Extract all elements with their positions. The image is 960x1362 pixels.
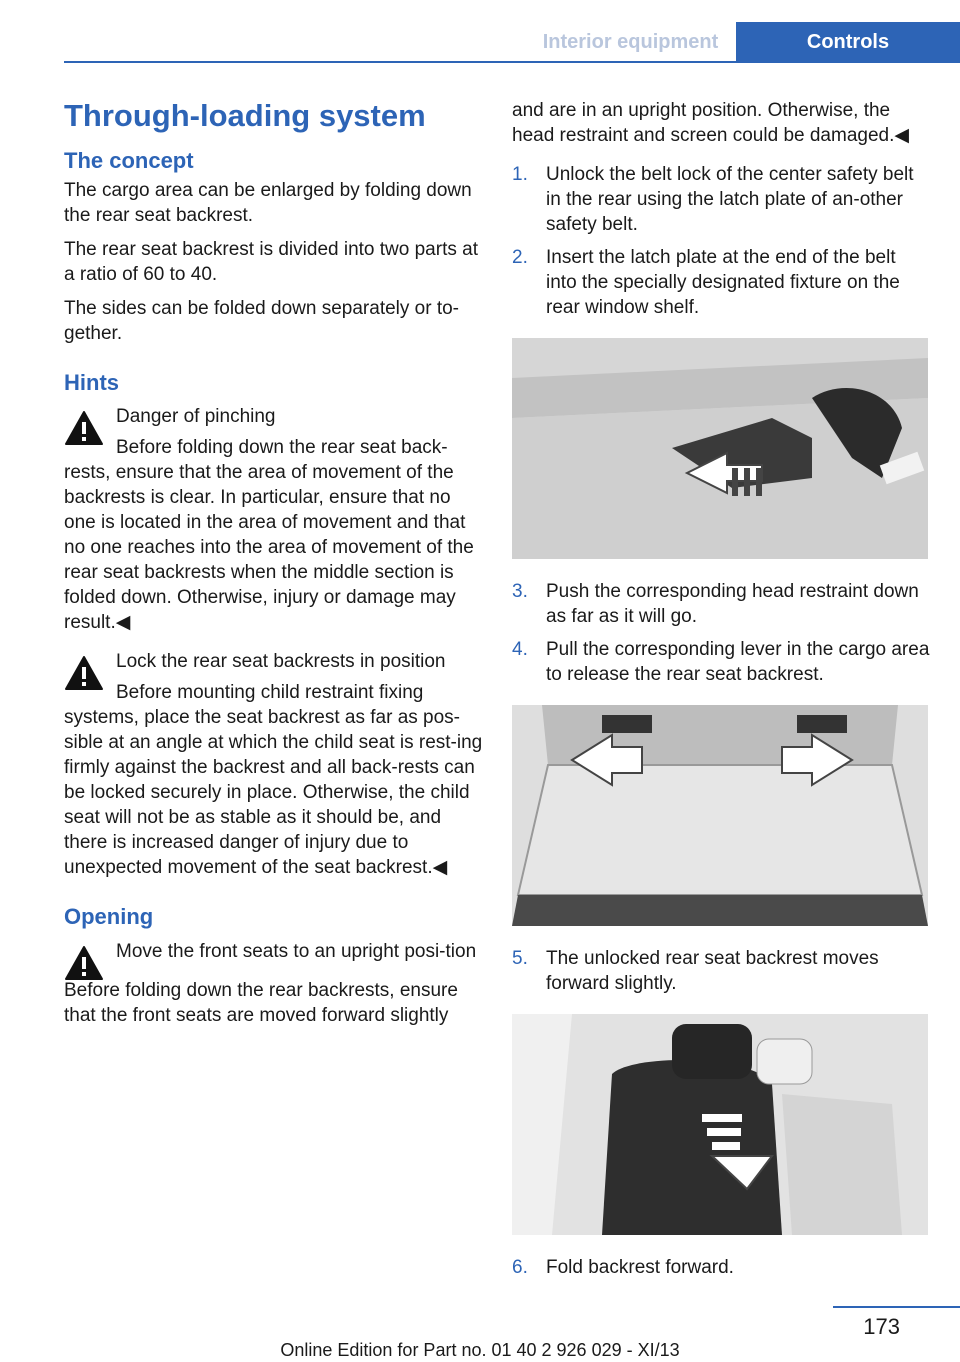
step-item: [512, 245, 930, 320]
step-text: The unlocked rear seat backrest moves forward slightly.: [546, 948, 879, 994]
step-text: Push the corresponding head restraint down as far as it will go.: [546, 581, 919, 627]
footer-divider: [833, 1306, 960, 1308]
step-item: [512, 162, 930, 237]
opening-paragraph: Before folding down the rear backrests, ensure that the front seats are moved forward slightly: [64, 979, 458, 1026]
figure-cargo-area: [512, 705, 928, 926]
warning-triangle-icon: [64, 945, 104, 981]
step-number: 5.: [512, 948, 528, 969]
backrest-illustration: [512, 1014, 928, 1235]
step-text: Fold backrest forward.: [546, 1257, 734, 1278]
concept-paragraph: The rear seat backrest is divided into two parts at a ratio of 60 to 40.: [64, 239, 478, 286]
warning-pinching: [64, 404, 484, 635]
figure-belt-latch: [512, 338, 928, 559]
page-number: 173: [863, 1314, 900, 1339]
warning-title: Lock the rear seat backrests in position: [116, 651, 446, 673]
edition-footer: Online Edition for Part no. 01 40 2 926 029 - XI/13: [280, 1340, 680, 1360]
warning-title: Danger of pinching: [116, 406, 276, 428]
step-text: Pull the corresponding lever in the cargo area to release the rear seat backrest.: [546, 639, 930, 685]
concept-heading: The concept: [64, 147, 194, 173]
step-number: 6.: [512, 1257, 528, 1278]
hints-heading: Hints: [64, 370, 119, 396]
figure-backrest: [512, 1014, 928, 1235]
cargo-area-illustration: [512, 705, 928, 926]
step-item: [512, 946, 930, 996]
right-column: [512, 98, 930, 1288]
step-text: Unlock the belt lock of the center safety belt in the rear using the latch plate of an-other safety belt.: [546, 164, 914, 235]
warning-triangle-icon: [64, 655, 104, 691]
warning-text-first: Before mounting child restraint fixing: [116, 682, 424, 704]
step-number: 1.: [512, 164, 528, 185]
step-item: [512, 637, 930, 687]
warning-lock-backrests: [64, 649, 484, 880]
page-title: Through-loading system: [64, 98, 426, 133]
concept-paragraph: The cargo area can be enlarged by folding down the rear seat backrest.: [64, 180, 472, 227]
warning-text: systems, place the seat backrest as far as pos-sible at an angle at which the child seat is rest-ing firmly against the backrest and all back-rests can be locked securely in place. Otherwise, the child seat will not be as stable as it should be, and there is increased danger of injury due to unexpected movement of the seat backrest.◀: [64, 707, 483, 879]
opening-heading: Opening: [64, 904, 154, 930]
step-item: [512, 1255, 930, 1280]
warning-text-first: Before folding down the rear seat back-: [116, 437, 448, 459]
step-text: Insert the latch plate at the end of the belt into the specially designated fixture on the rear window shelf.: [546, 247, 900, 318]
warning-text: rests, ensure that the area of movement of the backrests is clear. In particular, ensure that no one is located in the area of movement and that no one reaches into the area of movement of the rear seat backrests when the middle section is folded down. Otherwise, injury or damage may result.◀: [64, 462, 474, 634]
header-section-tab: Interior equipment: [542, 30, 719, 53]
step-number: 4.: [512, 639, 528, 660]
step-number: 2.: [512, 247, 528, 268]
concept-paragraph: The sides can be folded down separately or to-gether.: [64, 298, 460, 345]
warning-front-seats: [64, 939, 484, 964]
warning-title: Move the front seats to an upright posi-tion: [116, 940, 477, 962]
continuation-paragraph: and are in an upright position. Otherwise, the head restraint and screen could be damaged.◀: [512, 100, 909, 146]
step-number: 3.: [512, 581, 528, 602]
left-column: [64, 98, 484, 1037]
belt-latch-illustration: [512, 338, 928, 559]
header-divider: [64, 61, 960, 63]
header-chapter-tab: Controls: [736, 22, 960, 62]
warning-triangle-icon: [64, 410, 104, 446]
step-item: [512, 579, 930, 629]
